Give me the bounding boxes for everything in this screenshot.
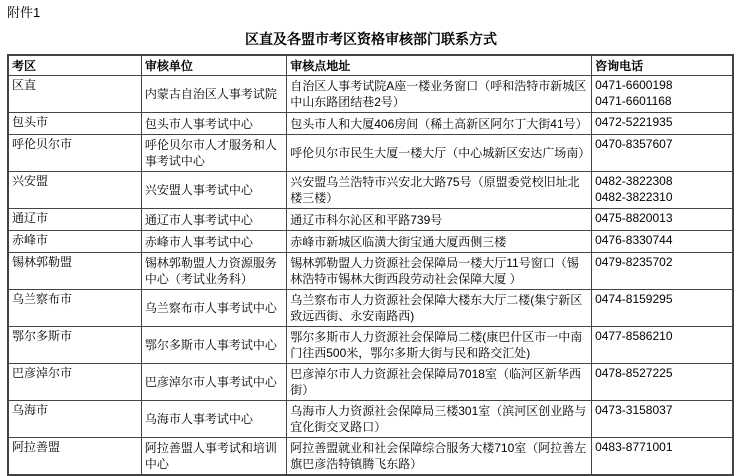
phone-number: 0470-8357607 [595,137,673,151]
phone-number: 0472-5221935 [595,115,673,129]
phone-cell [592,438,733,476]
phone-cell [592,172,733,209]
address-cell: 自治区人事考试院A座一楼业务窗口（呼和浩特市新城区中山东路团结巷2号） [287,76,592,113]
phone-cell [592,290,733,327]
region-cell: 巴彦淖尔市 [8,364,141,401]
phone-cell [592,113,733,135]
unit-cell: 乌海市人事考试中心 [141,401,286,438]
unit-cell: 鄂尔多斯市人事考试中心 [141,327,286,364]
region-cell: 赤峰市 [8,231,141,253]
phone-number: 0479-8235702 [595,255,673,269]
region-cell: 锡林郭勒盟 [8,253,141,290]
phone-number: 0482-3822310 [595,190,673,204]
unit-cell: 兴安盟人事考试中心 [141,172,286,209]
phone-number: 0476-8330744 [595,233,673,247]
phone-cell [592,231,733,253]
unit-cell: 包头市人事考试中心 [141,113,286,135]
phone-cell [592,135,733,172]
address-cell: 阿拉善盟就业和社会保障综合服务大楼710室（阿拉善左旗巴彦浩特镇腾飞东路） [287,438,592,476]
region-cell: 鄂尔多斯市 [8,327,141,364]
header-review-unit: 审核单位 [141,55,286,76]
phone-cell [592,76,733,113]
table-row [8,253,733,290]
table-row [8,438,733,476]
table-row [8,76,733,113]
page-title: 区直及各盟市考区资格审核部门联系方式 [245,31,497,47]
attachment-label: 附件1 [7,5,41,20]
address-cell: 包头市人和大厦406房间（稀土高新区阿尔丁大街41号） [287,113,592,135]
unit-cell: 阿拉善盟人事考试和培训中心 [141,438,286,476]
region-cell: 包头市 [8,113,141,135]
region-cell: 阿拉善盟 [8,438,141,476]
contact-table [7,54,734,476]
phone-number: 0482-3822308 [595,174,673,188]
phone-number: 0473-3158037 [595,403,673,417]
unit-cell: 赤峰市人事考试中心 [141,231,286,253]
phone-number: 0478-8527225 [595,366,673,380]
address-cell: 赤峰市新城区临潢大街宝通大厦西侧三楼 [287,231,592,253]
table-row [8,401,733,438]
unit-cell: 内蒙古自治区人事考试院 [141,76,286,113]
phone-cell [592,253,733,290]
address-cell: 鄂尔多斯市人力资源社会保障局二楼(康巴什区市一中南门往西500米，鄂尔多斯大街与民和路交汇处) [287,327,592,364]
phone-number: 0477-8586210 [595,329,673,343]
region-cell: 乌海市 [8,401,141,438]
unit-cell: 锡林郭勒盟人力资源服务中心（考试业务科） [141,253,286,290]
address-cell: 锡林郭勒盟人力资源社会保障局一楼大厅11号窗口（锡林浩特市锡林大街西段劳动社会保障大厦 ） [287,253,592,290]
table-row [8,209,733,231]
table-row [8,135,733,172]
header-review-address: 审核点地址 [287,55,592,76]
unit-cell: 呼伦贝尔市人才服务和人事考试中心 [141,135,286,172]
phone-cell [592,364,733,401]
header-exam-area: 考区 [8,55,141,76]
phone-cell [592,401,733,438]
unit-cell: 通辽市人事考试中心 [141,209,286,231]
phone-cell [592,327,733,364]
phone-number: 0483-8771001 [595,440,673,454]
address-cell: 巴彦淖尔市人力资源社会保障局7018室（临河区新华西街） [287,364,592,401]
table-row [8,327,733,364]
phone-number: 0471-6600198 [595,78,673,92]
table-header-row [8,55,733,76]
region-cell: 乌兰察布市 [8,290,141,327]
region-cell: 兴安盟 [8,172,141,209]
table-row [8,172,733,209]
address-cell: 通辽市科尔沁区和平路739号 [287,209,592,231]
unit-cell: 乌兰察布市人事考试中心 [141,290,286,327]
table-row [8,364,733,401]
region-cell: 呼伦贝尔市 [8,135,141,172]
table-row [8,231,733,253]
address-cell: 乌海市人力资源社会保障局三楼301室（滨河区创业路与宜化街交叉路口） [287,401,592,438]
region-cell: 区直 [8,76,141,113]
phone-number: 0474-8159295 [595,292,673,306]
address-cell: 兴安盟乌兰浩特市兴安北大路75号（原盟委党校旧址北楼三楼） [287,172,592,209]
unit-cell: 巴彦淖尔市人事考试中心 [141,364,286,401]
header-phone: 咨询电话 [592,55,733,76]
phone-number: 0475-8820013 [595,211,673,225]
table-body [8,76,733,476]
table-row [8,113,733,135]
phone-cell [592,209,733,231]
address-cell: 乌兰察布市人力资源社会保障大楼东大厅二楼(集宁新区致远西街、永安南路西) [287,290,592,327]
address-cell: 呼伦贝尔市民生大厦一楼大厅（中心城新区安达广场南） [287,135,592,172]
region-cell: 通辽市 [8,209,141,231]
phone-number: 0471-6601168 [595,94,672,108]
table-row [8,290,733,327]
